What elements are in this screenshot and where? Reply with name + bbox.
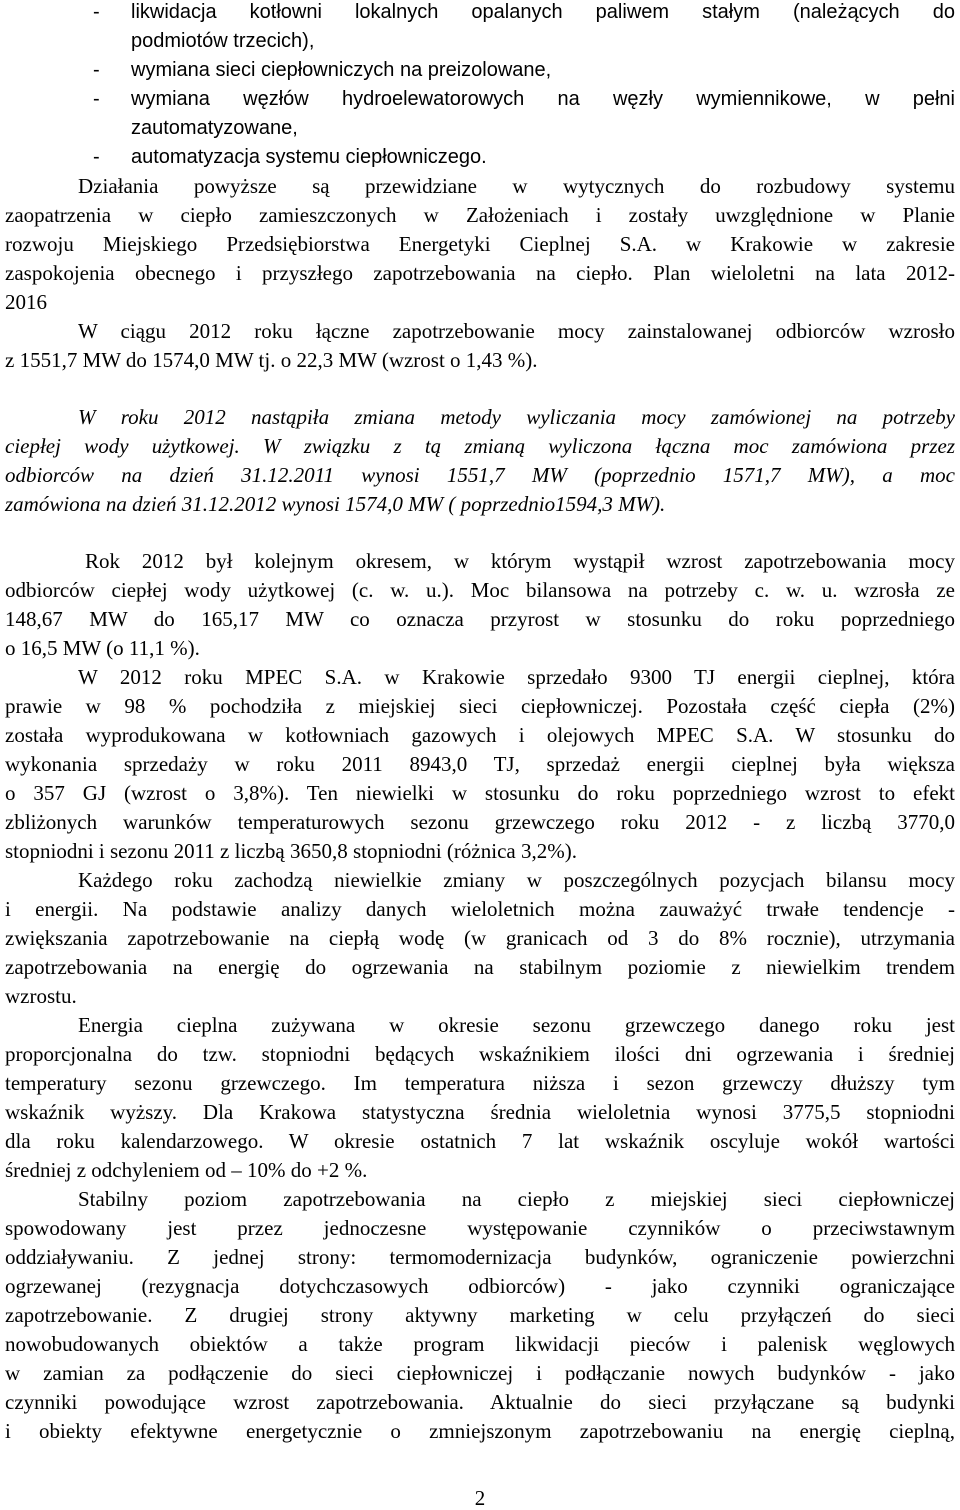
text-line: stopniodni i sezonu 2011 z liczbą 3650,8 stopniodni (różnica 3,2%).	[5, 839, 577, 863]
text-line: W roku 2012 nastąpiła zmiana metody wyliczania mocy zamówionej na potrzeby	[78, 405, 955, 429]
text-line: wykonania sprzedaży w roku 2011 8943,0 TJ, sprzedaż energii cieplnej była większa	[5, 752, 955, 776]
text-line: zbliżonych warunków temperaturowych sezonu grzewczego roku 2012 - z liczbą 3770,0	[5, 810, 955, 834]
text-line: zwiększania zapotrzebowanie na ciepłą wodę (w granicach od 3 do 8% rocznie), utrzymania	[5, 926, 955, 950]
text-line: Stabilny poziom zapotrzebowania na ciepło z miejskiej sieci ciepłowniczej	[78, 1187, 955, 1211]
text-line: zapotrzebowania na energię do ogrzewania na stabilnym poziomie z niewielkim trendem	[5, 955, 955, 979]
text-line: i energii. Na podstawie analizy danych wieloletnich można zauważyć trwałe tendencje -	[5, 897, 955, 921]
text-line: nowobudowanych obiektów a także program likwidacji pieców i palenisk węglowych	[5, 1332, 955, 1356]
text-line: 2016	[5, 290, 47, 314]
text-line: temperatury sezonu grzewczego. Im temperatura niższa i sezon grzewczy dłuższy tym	[5, 1071, 955, 1095]
text-line: Rok 2012 był kolejnym okresem, w którym wystąpił wzrost zapotrzebowania mocy	[85, 549, 955, 573]
text-line: odbiorców na dzień 31.12.2011 wynosi 1551,7 MW (poprzednio 1571,7 MW), a moc	[5, 463, 955, 487]
text-line: w zamian za podłączenie do sieci ciepłowniczej i podłączanie nowych budynków - jako	[5, 1361, 955, 1385]
text-line: W 2012 roku MPEC S.A. w Krakowie sprzedało 9300 TJ energii cieplnej, która	[78, 665, 955, 689]
text-line: prawie w 98 % pochodziła z miejskiej sieci ciepłowniczej. Pozostała część ciepła (2%)	[5, 694, 955, 718]
bullet-text: podmiotów trzecich),	[131, 30, 315, 52]
bullet-text: wymiana węzłów hydroelewatorowych na węzły wymiennikowe, w pełni	[131, 88, 955, 110]
text-line: rozwoju Miejskiego Przedsiębiorstwa Energetyki Cieplnej S.A. w Krakowie w zakresie	[5, 232, 955, 256]
bullet-text: automatyzacja systemu ciepłowniczego.	[131, 146, 487, 168]
bullet-dash: -	[93, 1, 100, 23]
text-line: została wyprodukowana w kotłowniach gazowych i olejowych MPEC S.A. W stosunku do	[5, 723, 955, 747]
text-line: zamówiona na dzień 31.12.2012 wynosi 1574,0 MW ( poprzednio1594,3 MW).	[5, 492, 666, 516]
text-line: z 1551,7 MW do 1574,0 MW tj. o 22,3 MW (wzrost o 1,43 %).	[5, 348, 538, 372]
text-line: ciepłej wody użytkowej. W związku z tą zmianą wyliczona łączna moc zamówiona przez	[5, 434, 955, 458]
text-line: W ciągu 2012 roku łączne zapotrzebowanie mocy zainstalowanej odbiorców wzrosło	[78, 319, 955, 343]
text-line: średniej z odchyleniem od – 10% do +2 %.	[5, 1158, 368, 1182]
text-line: o 357 GJ (wzrost o 3,8%). Ten niewielki w stosunku do roku poprzedniego wzrost to efekt	[5, 781, 955, 805]
text-line: zaspokojenia obecnego i przyszłego zapotrzebowania na ciepło. Plan wieloletni na lata 2012-	[5, 261, 955, 285]
text-line: zaopatrzenia w ciepło zamieszczonych w Założeniach i zostały uwzględnione w Planie	[5, 203, 955, 227]
text-line: czynniki powodujące wzrost zapotrzebowania. Aktualnie do sieci przyłączane są budynki	[5, 1390, 955, 1414]
text-line: spowodowany jest przez jednoczesne występowanie czynników o przeciwstawnym	[5, 1216, 955, 1240]
bullet-dash: -	[93, 146, 100, 168]
bullet-dash: -	[93, 88, 100, 110]
text-line: Działania powyższe są przewidziane w wytycznych do rozbudowy systemu	[78, 174, 955, 198]
bullet-text: wymiana sieci ciepłowniczych na preizolowane,	[131, 59, 552, 81]
bullet-text: likwidacja kotłowni lokalnych opalanych paliwem stałym (należących do	[131, 1, 955, 23]
text-line: proporcjonalna do tzw. stopniodni będących wskaźnikiem ilości dni ogrzewania i średniej	[5, 1042, 955, 1066]
text-line: Energia cieplna zużywana w okresie sezonu grzewczego danego roku jest	[78, 1013, 955, 1037]
text-line: odbiorców ciepłej wody użytkowej (c. w. u.). Moc bilansowa na potrzeby c. w. u. wzrosła ze	[5, 578, 955, 602]
text-line: Każdego roku zachodzą niewielkie zmiany w poszczególnych pozycjach bilansu mocy	[78, 868, 955, 892]
text-line: oddziaływaniu. Z jednej strony: termomodernizacja budynków, ograniczenie powierzchni	[5, 1245, 955, 1269]
text-line: wzrostu.	[5, 984, 77, 1008]
text-line: i obiekty efektywne energetycznie o zmniejszonym zapotrzebowaniu na energię cieplną,	[5, 1419, 955, 1443]
bullet-text: zautomatyzowane,	[131, 117, 298, 139]
text-line: o 16,5 MW (o 11,1 %).	[5, 636, 200, 660]
text-line: 148,67 MW do 165,17 MW co oznacza przyrost w stosunku do roku poprzedniego	[5, 607, 955, 631]
bullet-dash: -	[93, 59, 100, 81]
text-line: dla roku kalendarzowego. W okresie ostatnich 7 lat wskaźnik oscyluje wokół wartości	[5, 1129, 955, 1153]
text-line: wskaźnik wyższy. Dla Krakowa statystyczna średnia wieloletnia wynosi 3775,5 stopniodni	[5, 1100, 955, 1124]
page-number: 2	[474, 1486, 486, 1510]
text-line: zapotrzebowanie. Z drugiej strony aktywny marketing w celu przyłączeń do sieci	[5, 1303, 955, 1327]
text-line: ogrzewanej (rezygnacja dotychczasowych odbiorców) - jako czynniki ograniczające	[5, 1274, 955, 1298]
